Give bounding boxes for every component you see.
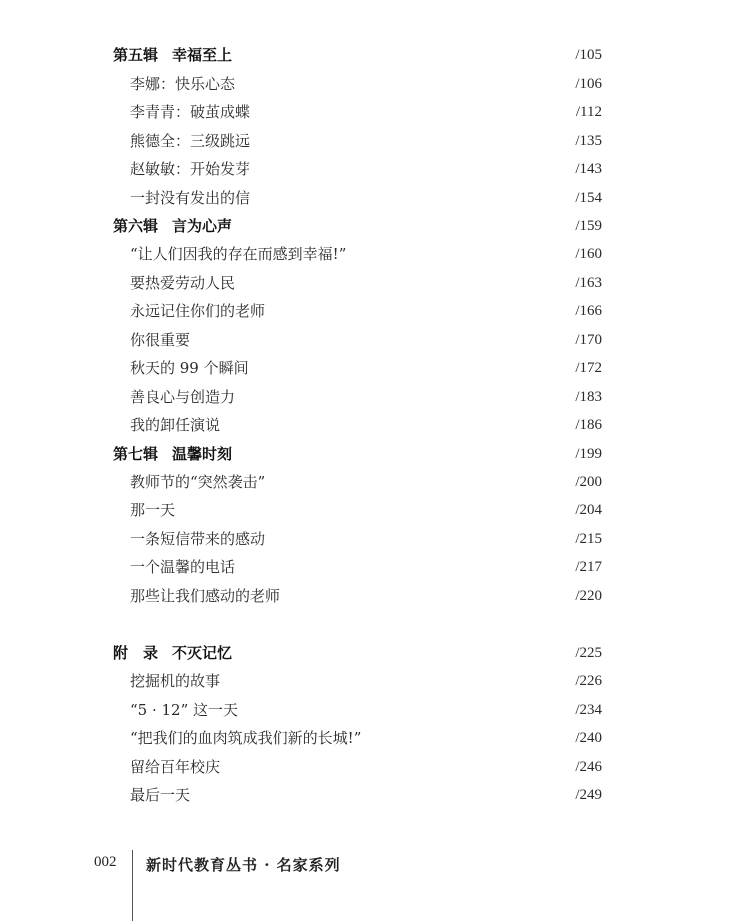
section-name: 言为心声 xyxy=(172,217,233,235)
page-ref: /225 xyxy=(575,645,602,661)
toc-entry xyxy=(0,468,750,496)
page-ref: /159 xyxy=(575,218,602,234)
entry-title: “把我们的血肉筑成我们新的长城!” xyxy=(130,729,362,747)
entry-title: 熊德全：三级跳远 xyxy=(130,132,251,150)
page-ref: /217 xyxy=(575,559,602,575)
toc-entry xyxy=(0,411,750,439)
page-ref: /240 xyxy=(575,730,602,746)
section-title xyxy=(113,440,232,468)
entry-title: 那些让我们感动的老师 xyxy=(130,587,281,605)
section-name: 不灭记忆 xyxy=(172,644,233,662)
page-ref: /154 xyxy=(575,190,602,206)
entry-title: 一条短信带来的感动 xyxy=(130,530,266,548)
page-ref: /234 xyxy=(575,702,602,718)
entry-title: 善良心与创造力 xyxy=(130,388,236,406)
toc-entry xyxy=(0,582,750,610)
section-name: 幸福至上 xyxy=(172,46,233,64)
entry-title: 李青青：破茧成蝶 xyxy=(130,103,251,121)
entry-title: 挖掘机的故事 xyxy=(130,672,221,690)
section-label: 第五辑 xyxy=(113,46,159,64)
entry-title: “5 · 12” 这一天 xyxy=(130,701,239,719)
section-title xyxy=(113,212,232,240)
section-label: 附 录 xyxy=(113,644,159,662)
page-ref: /249 xyxy=(575,787,602,803)
entry-title: 教师节的“突然袭击” xyxy=(130,473,266,491)
entry-title: 赵敏敏：开始发芽 xyxy=(130,160,251,178)
toc-entry xyxy=(0,155,750,183)
toc-entry xyxy=(0,240,750,268)
page-ref: /166 xyxy=(575,303,602,319)
page-ref: /112 xyxy=(575,104,602,120)
page-ref: /204 xyxy=(575,502,602,518)
entry-title: 那一天 xyxy=(130,501,176,519)
page-ref: /106 xyxy=(575,76,602,92)
toc-section xyxy=(0,41,750,69)
toc-entry xyxy=(0,696,750,724)
entry-title: 永远记住你们的老师 xyxy=(130,302,266,320)
toc-section xyxy=(0,639,750,667)
entry-title: 你很重要 xyxy=(130,331,191,349)
section-title xyxy=(113,41,232,69)
section-label: 第七辑 xyxy=(113,445,159,463)
page-ref: /170 xyxy=(575,332,602,348)
page-ref: /105 xyxy=(575,47,602,63)
page-ref: /200 xyxy=(575,474,602,490)
page-ref: /226 xyxy=(575,673,602,689)
toc-entry xyxy=(0,70,750,98)
page-number: 002 xyxy=(94,854,117,870)
page-ref: /135 xyxy=(575,133,602,149)
toc-section xyxy=(0,440,750,468)
toc-entry xyxy=(0,127,750,155)
toc-entry xyxy=(0,98,750,126)
page-ref: /199 xyxy=(575,446,602,462)
series-title: 新时代教育丛书 · 名家系列 xyxy=(146,856,341,874)
entry-title: 李娜：快乐心态 xyxy=(130,75,236,93)
section-label: 第六辑 xyxy=(113,217,159,235)
page-ref: /215 xyxy=(575,531,602,547)
toc-entry xyxy=(0,496,750,524)
section-name: 温馨时刻 xyxy=(172,445,233,463)
page-ref: /220 xyxy=(575,588,602,604)
entry-title: 秋天的 99 个瞬间 xyxy=(130,359,249,377)
entry-title: 我的卸任演说 xyxy=(130,416,221,434)
toc-entry xyxy=(0,781,750,809)
toc-entry xyxy=(0,724,750,752)
toc-entry xyxy=(0,383,750,411)
page-ref: /246 xyxy=(575,759,602,775)
page-ref: /143 xyxy=(575,161,602,177)
footer-divider xyxy=(132,850,133,921)
toc-entry xyxy=(0,184,750,212)
entry-title: “让人们因我的存在而感到幸福!” xyxy=(130,245,347,263)
entry-title: 留给百年校庆 xyxy=(130,758,221,776)
page-footer xyxy=(0,850,750,921)
entry-title: 一个温馨的电话 xyxy=(130,558,236,576)
toc-entry xyxy=(0,753,750,781)
toc-entry xyxy=(0,297,750,325)
page-ref: /186 xyxy=(575,417,602,433)
entry-title: 一封没有发出的信 xyxy=(130,189,251,207)
page-ref: /160 xyxy=(575,246,602,262)
toc-entry xyxy=(0,525,750,553)
toc-entry xyxy=(0,269,750,297)
entry-title: 最后一天 xyxy=(130,786,191,804)
toc-section xyxy=(0,212,750,240)
toc-entry xyxy=(0,553,750,581)
toc-entry xyxy=(0,354,750,382)
page-ref: /172 xyxy=(575,360,602,376)
page-ref: /163 xyxy=(575,275,602,291)
toc-entry xyxy=(0,667,750,695)
toc-entry xyxy=(0,326,750,354)
page-ref: /183 xyxy=(575,389,602,405)
section-title xyxy=(113,639,232,667)
entry-title: 要热爱劳动人民 xyxy=(130,274,236,292)
